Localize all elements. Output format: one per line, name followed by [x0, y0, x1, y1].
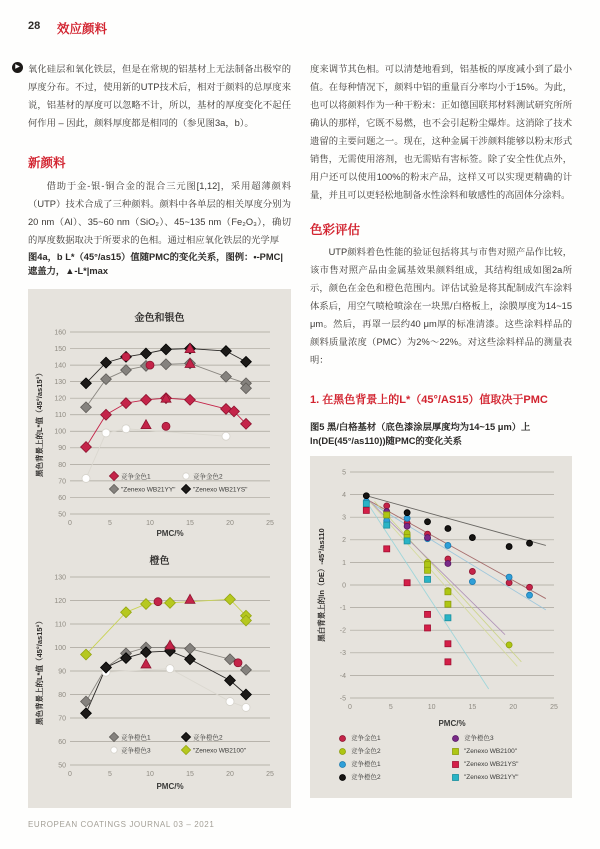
legend-label: 竞争金色1 [351, 735, 381, 742]
paragraph-right-2: UTP颜料着色性能的验证包括将其与市售对照产品作比较，该市售对照产品由金属基效果颜料组成，其结构组成如图2a所示，颜色在金色和橙色范围内。评估试验是将其配制成汽车涂料体系后，用空气喷枪喷涂在一块黑/白格板上，涂膜厚度为14~15 μm。然后，再罩一层约40 μm厚的标准清漆。这些涂料样品的颜料质量浓度（PMC）为2%～22%。对这些涂料样品的测量表明： [310, 247, 572, 365]
svg-text:20: 20 [509, 704, 518, 711]
legend-label: "Zenexo WB2100" [464, 748, 518, 755]
svg-text:150: 150 [54, 345, 66, 353]
svg-text:0: 0 [68, 771, 72, 778]
svg-text:100: 100 [54, 428, 66, 436]
svg-text:50: 50 [58, 511, 66, 519]
svg-text:竞争金色2: 竞争金色2 [193, 473, 223, 481]
svg-text:3: 3 [342, 514, 346, 522]
svg-text:130: 130 [54, 379, 66, 387]
svg-text:2: 2 [342, 537, 346, 545]
svg-text:竞争橙色1: 竞争橙色1 [121, 734, 151, 742]
fig5-legend [316, 728, 566, 786]
fig5-chart-box [310, 456, 572, 798]
fig4-caption: 图4a，b L*（45°/as15）值随PMC的变化关系，图例：•-PMC|遮盖力，▲-L*|max [28, 252, 283, 276]
svg-text:黑白背景上的ln（DE）-45°/as110: 黑白背景上的ln（DE）-45°/as110 [317, 528, 326, 642]
fig5-caption: 图5 黑/白格基材（底色漆涂层厚度均为14~15 μm）上 ln(DE(45°/as110))随PMC的变化关系 [310, 422, 531, 446]
legend-label: 竞争金色2 [351, 748, 381, 755]
legend-item [451, 745, 564, 758]
svg-text:70: 70 [58, 478, 66, 486]
legend-item [338, 745, 451, 758]
svg-text:5: 5 [342, 469, 346, 477]
fig4a-title: 金色和银色 [134, 313, 185, 324]
svg-text:5: 5 [108, 771, 112, 778]
svg-text:-3: -3 [339, 650, 346, 658]
svg-text:-4: -4 [339, 672, 346, 680]
svg-text:60: 60 [58, 494, 66, 502]
svg-text:"Zenexo WB21YY": "Zenexo WB21YY" [121, 486, 176, 494]
svg-text:120: 120 [54, 395, 66, 403]
heading-color-evaluation: 色彩评估 [310, 223, 361, 237]
section-title: 效应颜料 [57, 22, 108, 36]
legend-label: "Zenexo WB21YY" [464, 774, 519, 781]
legend-swatch-icon [338, 747, 347, 756]
legend-swatch-icon [451, 747, 460, 756]
fig4b-title: 橙色 [149, 556, 170, 567]
svg-text:0: 0 [348, 704, 352, 711]
paragraph-left-2: 借助于金-银-铜合金的混合三元图[1,12]，采用超薄颜料（UTP）技术合成了三种颜料。颜料中各单层的相关厚度分别为20 nm（Al）、35~60 nm（SiO₂）、45~135 nm（Fe₂O₃），确切的厚度数据取决于所要求的色相。通过相应氧化铁层的光学厚 [28, 181, 291, 245]
svg-text:"Zenexo WB2100": "Zenexo WB2100" [193, 747, 247, 755]
svg-text:15: 15 [468, 704, 477, 711]
paragraph-left-1: 氧化硅层和氧化铁层，但是在常规的铝基材上无法制备出极窄的厚度分布。不过，使用新的UTP技术后，相对于颜料的总厚度来说，铝基材的厚度可以忽略不计，所以，基材的厚度变化不起任何作用 – 因此，颜料厚度都是相同的（参见图3a，b）。 [28, 64, 291, 128]
svg-text:竞争橙色3: 竞争橙色3 [121, 747, 151, 755]
legend-item [451, 732, 564, 745]
journal-footer: EUROPEAN COATINGS JOURNAL 03 – 2021 [28, 820, 215, 829]
svg-text:10: 10 [146, 771, 154, 778]
svg-text:140: 140 [54, 362, 66, 370]
continued-bullet-icon: ▶ [12, 62, 23, 73]
svg-text:PMC/%: PMC/% [438, 719, 466, 728]
legend-item [338, 758, 451, 771]
svg-text:110: 110 [54, 621, 66, 629]
svg-text:1: 1 [342, 559, 346, 567]
fig5-canvas [316, 466, 566, 728]
svg-text:竞争橙色2: 竞争橙色2 [193, 734, 223, 742]
svg-text:-5: -5 [339, 695, 346, 703]
fig4a-canvas [34, 326, 284, 538]
svg-text:0: 0 [342, 582, 346, 590]
svg-text:0: 0 [68, 520, 72, 527]
legend-swatch-icon [451, 773, 460, 782]
legend-label: 竞争橙色2 [351, 774, 381, 781]
svg-text:"Zenexo WB21YS": "Zenexo WB21YS" [193, 486, 248, 494]
fig5-chart [316, 466, 566, 728]
fig4b-canvas [34, 569, 284, 791]
svg-text:25: 25 [550, 704, 558, 711]
svg-text:50: 50 [58, 762, 66, 770]
svg-text:黑色背景上的L*值（45°/as15°）: 黑色背景上的L*值（45°/as15°） [35, 368, 44, 478]
paragraph-right-1: 度来调节其色相。可以清楚地看到，铝基板的厚度减小到了最小值。在每种情况下，颜料中铝的重量百分率均小于15%。为此，也可以将颜料作为一种干粉末：正如德国联邦材料测试研究所所确认的那样，它既不易燃，也不会引起粉尘爆炸。这消除了技术遗留的主要问题之一。现在，这种金属干涉颜料能够以粉末形式销售，无需使用溶剂，也无需贴有害标签。除了安全性优点外，用户还可以使用100%的粉末产品，这样又可以实现更精确的计量，并且可以更轻松地制备水性涂料和敏感性的高固体分涂料。 [310, 64, 572, 200]
svg-text:130: 130 [54, 574, 66, 582]
svg-text:160: 160 [54, 329, 66, 337]
svg-text:20: 20 [226, 520, 234, 527]
svg-text:80: 80 [58, 691, 66, 699]
svg-text:60: 60 [58, 738, 66, 746]
svg-text:70: 70 [58, 715, 66, 723]
svg-text:PMC/%: PMC/% [156, 529, 184, 538]
svg-text:120: 120 [54, 597, 66, 605]
svg-text:10: 10 [146, 520, 154, 527]
legend-item [338, 732, 451, 745]
svg-text:20: 20 [226, 771, 234, 778]
svg-text:-2: -2 [339, 627, 346, 635]
legend-label: "Zenexo WB21YS" [464, 761, 519, 768]
legend-label: 竞争橙色3 [464, 735, 494, 742]
fig4b-chart [34, 569, 285, 791]
svg-text:竞争金色1: 竞争金色1 [121, 473, 151, 481]
svg-text:90: 90 [58, 668, 66, 676]
fig4-chart-box [28, 289, 291, 808]
fig4a-chart [34, 326, 285, 538]
svg-text:80: 80 [58, 461, 66, 469]
legend-swatch-icon [451, 734, 460, 743]
svg-text:110: 110 [54, 412, 66, 420]
legend-item [451, 771, 564, 784]
svg-text:90: 90 [58, 445, 66, 453]
svg-text:15: 15 [186, 771, 194, 778]
svg-text:10: 10 [427, 704, 436, 711]
legend-swatch-icon [451, 760, 460, 769]
svg-text:5: 5 [388, 704, 393, 711]
legend-label: 竞争橙色1 [351, 761, 381, 768]
legend-item [451, 758, 564, 771]
svg-text:25: 25 [266, 771, 274, 778]
legend-swatch-icon [338, 734, 347, 743]
legend-item [338, 771, 451, 784]
heading-result-1: 1. 在黑色背景上的L*（45°/AS15）值取决于PMC [310, 394, 548, 406]
svg-text:4: 4 [342, 492, 346, 499]
svg-text:黑色背景上的L*值（45°/as15°）: 黑色背景上的L*值（45°/as15°） [35, 616, 44, 726]
legend-swatch-icon [338, 773, 347, 782]
svg-text:15: 15 [186, 520, 194, 527]
legend-swatch-icon [338, 760, 347, 769]
svg-text:100: 100 [54, 644, 66, 652]
svg-text:25: 25 [266, 520, 274, 527]
heading-new-pigments: 新颜料 [28, 156, 66, 170]
svg-text:PMC/%: PMC/% [156, 782, 184, 791]
page-number: 28 [28, 20, 41, 32]
svg-text:-1: -1 [339, 605, 346, 612]
svg-text:5: 5 [108, 520, 112, 527]
